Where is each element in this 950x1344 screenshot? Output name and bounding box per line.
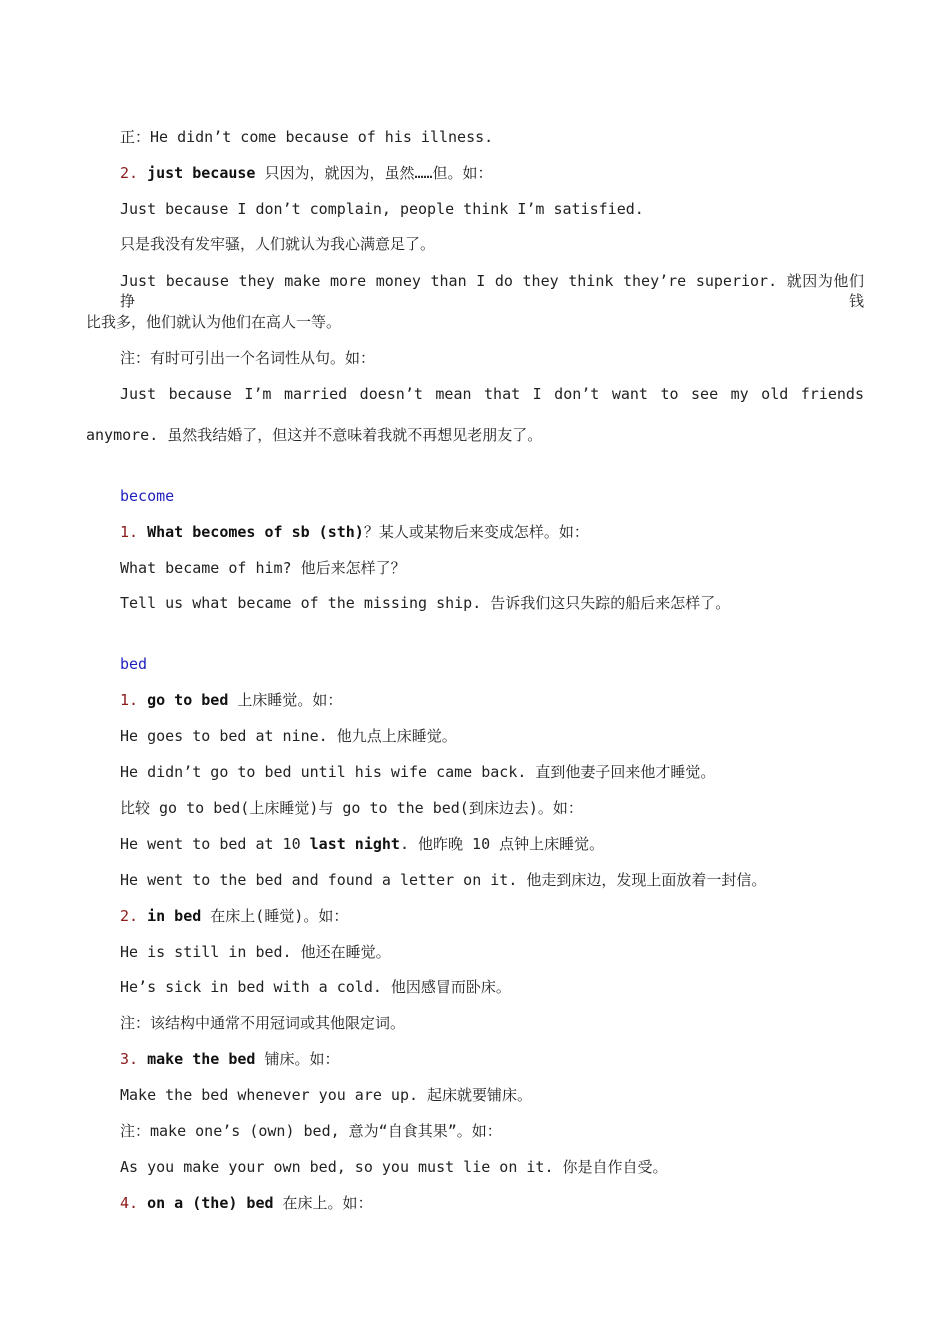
entry-item-1 (120, 522, 864, 542)
example-line: 正：He didn’t come because of his illness. (120, 128, 494, 146)
phrase: just because (147, 164, 256, 182)
example-line: Just because I don’t complain, people think I’m satisfied. (120, 200, 644, 218)
entry-item-4 (120, 1193, 864, 1213)
phrase: make the bed (147, 1050, 256, 1068)
example-line: He didn’t go to bed until his wife came back. 直到他妻子回来他才睡觉。 (120, 763, 716, 781)
phrase: in bed (147, 907, 202, 925)
example-text: He went to bed at 10 (120, 835, 310, 853)
example-line-continued: 比我多，他们就认为他们在高人一等。 (86, 313, 342, 331)
note-line: 注：make one’s (own) bed, 意为“自食其果”。如： (120, 1122, 502, 1140)
entry-heading-become: become (120, 487, 175, 505)
entry-item-2 (120, 906, 864, 926)
example-line: As you make your own bed, so you must lie on it. 你是自作自受。 (120, 1158, 668, 1176)
item-number: 1. (120, 691, 139, 709)
example-line: Tell us what became of the missing ship. 告诉我们这只失踪的船后来怎样了。 (120, 594, 731, 612)
phrase: on a (the) bed (147, 1194, 274, 1212)
example-line: He went to the bed and found a letter on it. 他走到床边，发现上面放着一封信。 (120, 871, 767, 889)
entry-heading-bed: bed (120, 655, 148, 673)
definition: 在床上(睡觉)。如： (201, 907, 349, 925)
example-line: He is still in bed. 他还在睡觉。 (120, 943, 391, 961)
comparison-line: 比较 go to bed(上床睡觉)与 go to the bed(到床边去)。如： (120, 799, 583, 817)
definition: 上床睡觉。如： (228, 691, 343, 709)
definition: 铺床。如： (255, 1050, 340, 1068)
example-line: What became of him? 他后来怎样了？ (120, 559, 406, 577)
phrase: What becomes of sb (sth) (147, 523, 364, 541)
item-number: 4. (120, 1194, 139, 1212)
item-number: 1. (120, 523, 139, 541)
example-text: . 他昨晚 10 点钟上床睡觉。 (399, 835, 605, 853)
item-number: 2. (120, 164, 139, 182)
item-number: 3. (120, 1050, 139, 1068)
bold-phrase: last night (309, 835, 400, 853)
example-line: He goes to bed at nine. 他九点上床睡觉。 (120, 727, 457, 745)
entry-item-2 (120, 163, 864, 183)
example-line (120, 834, 864, 854)
note-line: 注：该结构中通常不用冠词或其他限定词。 (120, 1014, 406, 1032)
translation-line: 只是我没有发牢骚，人们就认为我心满意足了。 (120, 235, 436, 253)
definition: 在床上。如： (273, 1194, 373, 1212)
example-line: He’s sick in bed with a cold. 他因感冒而卧床。 (120, 978, 511, 996)
definition: 只因为，就因为，虽然……但。如： (255, 164, 493, 182)
entry-item-3 (120, 1049, 864, 1069)
example-line: Just because they make more money than I do they think they’re superior. 就因为他们挣钱 (120, 272, 864, 310)
note-line: 注：有时可引出一个名词性从句。如： (120, 349, 376, 367)
entry-item-1 (120, 690, 864, 710)
definition: ？某人或某物后来变成怎样。如： (363, 523, 589, 541)
example-line: Just because I’m married doesn’t mean that I don’t want to see my old friends (120, 385, 864, 403)
example-line: Make the bed whenever you are up. 起床就要铺床。 (120, 1086, 533, 1104)
phrase: go to bed (147, 691, 229, 709)
item-number: 2. (120, 907, 139, 925)
example-line-continued: anymore. 虽然我结婚了，但这并不意味着我就不再想见老朋友了。 (86, 426, 543, 444)
